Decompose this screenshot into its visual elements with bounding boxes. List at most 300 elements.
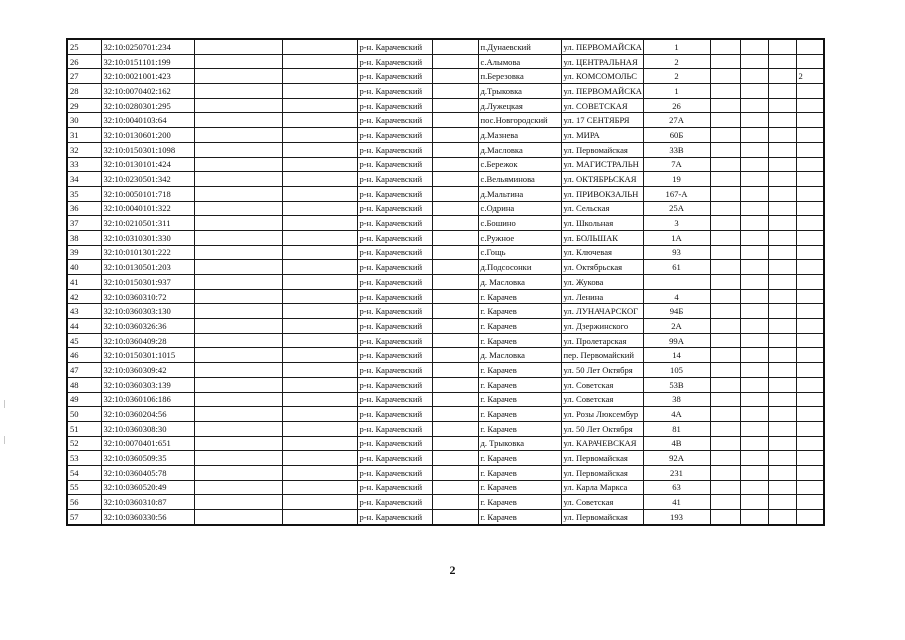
blank-cell xyxy=(710,230,740,245)
settlement-cell: с.Гощь xyxy=(478,245,561,260)
blank-cell xyxy=(710,436,740,451)
blank-cell xyxy=(432,304,478,319)
blank-cell xyxy=(740,392,768,407)
row-number-cell: 49 xyxy=(67,392,101,407)
street-cell: ул. БОЛЬШАК xyxy=(561,230,643,245)
settlement-cell: д.Мазнева xyxy=(478,128,561,143)
cadastral-number-cell: 32:10:0130501:203 xyxy=(101,260,194,275)
table-row xyxy=(67,363,824,378)
row-number-cell: 36 xyxy=(67,201,101,216)
settlement-cell: г. Карачев xyxy=(478,319,561,334)
street-cell: ул. КОМСОМОЛЬС xyxy=(561,69,643,84)
region-cell: р-н. Карачевский xyxy=(357,201,432,216)
extra-value-cell xyxy=(796,260,824,275)
table-row xyxy=(67,157,824,172)
street-cell: ул. Жукова xyxy=(561,275,643,290)
region-cell: р-н. Карачевский xyxy=(357,128,432,143)
house-number-cell: 33В xyxy=(643,142,710,157)
blank-cell xyxy=(194,333,282,348)
blank-cell xyxy=(282,363,357,378)
house-number-cell: 167-А xyxy=(643,186,710,201)
table-row xyxy=(67,230,824,245)
blank-cell xyxy=(710,216,740,231)
blank-cell xyxy=(710,363,740,378)
cadastral-number-cell: 32:10:0050101:718 xyxy=(101,186,194,201)
blank-cell xyxy=(432,495,478,510)
cadastral-number-cell: 32:10:0070402:162 xyxy=(101,84,194,99)
table-row xyxy=(67,436,824,451)
settlement-cell: п.Дунаевский xyxy=(478,39,561,54)
settlement-cell: г. Карачев xyxy=(478,363,561,378)
extra-value-cell xyxy=(796,495,824,510)
street-cell: ул. Советская xyxy=(561,392,643,407)
blank-cell xyxy=(768,245,796,260)
street-cell: ул. Школьная xyxy=(561,216,643,231)
blank-cell xyxy=(432,451,478,466)
street-cell: ул. ПЕРВОМАЙСКА xyxy=(561,84,643,99)
blank-cell xyxy=(282,216,357,231)
table-row xyxy=(67,495,824,510)
blank-cell xyxy=(768,128,796,143)
extra-value-cell xyxy=(796,275,824,290)
blank-cell xyxy=(768,451,796,466)
blank-cell xyxy=(194,275,282,290)
extra-value-cell xyxy=(796,348,824,363)
house-number-cell: 231 xyxy=(643,465,710,480)
table-row xyxy=(67,260,824,275)
blank-cell xyxy=(710,495,740,510)
row-number-cell: 54 xyxy=(67,465,101,480)
blank-cell xyxy=(710,98,740,113)
house-number-cell: 26 xyxy=(643,98,710,113)
blank-cell xyxy=(740,465,768,480)
extra-value-cell: 2 xyxy=(796,69,824,84)
blank-cell xyxy=(282,333,357,348)
blank-cell xyxy=(282,157,357,172)
blank-cell xyxy=(740,275,768,290)
blank-cell xyxy=(710,142,740,157)
blank-cell xyxy=(282,480,357,495)
street-cell: ул. Ленина xyxy=(561,289,643,304)
blank-cell xyxy=(282,230,357,245)
house-number-cell: 38 xyxy=(643,392,710,407)
cadastral-number-cell: 32:10:0360106:186 xyxy=(101,392,194,407)
house-number-cell: 27А xyxy=(643,113,710,128)
extra-value-cell xyxy=(796,54,824,69)
region-cell: р-н. Карачевский xyxy=(357,319,432,334)
extra-value-cell xyxy=(796,39,824,54)
blank-cell xyxy=(740,495,768,510)
row-number-cell: 40 xyxy=(67,260,101,275)
blank-cell xyxy=(194,451,282,466)
blank-cell xyxy=(740,407,768,422)
house-number-cell: 25А xyxy=(643,201,710,216)
blank-cell xyxy=(768,510,796,525)
blank-cell xyxy=(740,216,768,231)
blank-cell xyxy=(432,98,478,113)
extra-value-cell xyxy=(796,216,824,231)
scan-artifact xyxy=(4,400,5,408)
table-row xyxy=(67,304,824,319)
blank-cell xyxy=(194,407,282,422)
settlement-cell: г. Карачев xyxy=(478,289,561,304)
extra-value-cell xyxy=(796,510,824,525)
blank-cell xyxy=(282,84,357,99)
blank-cell xyxy=(740,157,768,172)
blank-cell xyxy=(432,465,478,480)
street-cell: ул. Розы Люксембур xyxy=(561,407,643,422)
blank-cell xyxy=(432,319,478,334)
blank-cell xyxy=(432,333,478,348)
extra-value-cell xyxy=(796,128,824,143)
blank-cell xyxy=(432,230,478,245)
cadastral-number-cell: 32:10:0040101:322 xyxy=(101,201,194,216)
region-cell: р-н. Карачевский xyxy=(357,69,432,84)
blank-cell xyxy=(768,142,796,157)
blank-cell xyxy=(194,39,282,54)
row-number-cell: 41 xyxy=(67,275,101,290)
settlement-cell: г. Карачев xyxy=(478,465,561,480)
blank-cell xyxy=(768,421,796,436)
region-cell: р-н. Карачевский xyxy=(357,245,432,260)
cadastral-number-cell: 32:10:0210501:311 xyxy=(101,216,194,231)
blank-cell xyxy=(768,333,796,348)
cadastral-number-cell: 32:10:0360310:72 xyxy=(101,289,194,304)
blank-cell xyxy=(432,54,478,69)
region-cell: р-н. Карачевский xyxy=(357,465,432,480)
blank-cell xyxy=(710,304,740,319)
extra-value-cell xyxy=(796,113,824,128)
settlement-cell: с.Бережок xyxy=(478,157,561,172)
blank-cell xyxy=(194,245,282,260)
street-cell: ул. Пролетарская xyxy=(561,333,643,348)
row-number-cell: 48 xyxy=(67,377,101,392)
blank-cell xyxy=(432,260,478,275)
settlement-cell: п.Березовка xyxy=(478,69,561,84)
house-number-cell: 1А xyxy=(643,230,710,245)
cadastral-number-cell: 32:10:0360303:139 xyxy=(101,377,194,392)
blank-cell xyxy=(740,319,768,334)
blank-cell xyxy=(740,230,768,245)
blank-cell xyxy=(432,407,478,422)
blank-cell xyxy=(768,186,796,201)
blank-cell xyxy=(282,113,357,128)
house-number-cell: 105 xyxy=(643,363,710,378)
house-number-cell: 2А xyxy=(643,319,710,334)
blank-cell xyxy=(282,39,357,54)
cadastral-number-cell: 32:10:0130601:200 xyxy=(101,128,194,143)
row-number-cell: 29 xyxy=(67,98,101,113)
blank-cell xyxy=(432,275,478,290)
house-number-cell: 4В xyxy=(643,436,710,451)
extra-value-cell xyxy=(796,392,824,407)
blank-cell xyxy=(768,348,796,363)
blank-cell xyxy=(282,98,357,113)
house-number-cell: 2 xyxy=(643,69,710,84)
table-row xyxy=(67,186,824,201)
street-cell: ул. Советская xyxy=(561,495,643,510)
blank-cell xyxy=(740,245,768,260)
table-row xyxy=(67,392,824,407)
extra-value-cell xyxy=(796,84,824,99)
blank-cell xyxy=(282,465,357,480)
region-cell: р-н. Карачевский xyxy=(357,275,432,290)
house-number-cell: 193 xyxy=(643,510,710,525)
row-number-cell: 25 xyxy=(67,39,101,54)
extra-value-cell xyxy=(796,407,824,422)
street-cell: ул. Советская xyxy=(561,377,643,392)
blank-cell xyxy=(194,54,282,69)
blank-cell xyxy=(194,392,282,407)
cadastral-number-cell: 32:10:0040103:64 xyxy=(101,113,194,128)
street-cell: ул. МАГИСТРАЛЬН xyxy=(561,157,643,172)
blank-cell xyxy=(710,84,740,99)
blank-cell xyxy=(768,69,796,84)
blank-cell xyxy=(768,392,796,407)
street-cell: ул. ЦЕНТРАЛЬНАЯ xyxy=(561,54,643,69)
region-cell: р-н. Карачевский xyxy=(357,54,432,69)
blank-cell xyxy=(194,172,282,187)
cadastral-number-cell: 32:10:0360303:130 xyxy=(101,304,194,319)
row-number-cell: 38 xyxy=(67,230,101,245)
blank-cell xyxy=(282,319,357,334)
extra-value-cell xyxy=(796,480,824,495)
blank-cell xyxy=(194,98,282,113)
house-number-cell: 93 xyxy=(643,245,710,260)
house-number-cell xyxy=(643,275,710,290)
blank-cell xyxy=(282,451,357,466)
blank-cell xyxy=(740,39,768,54)
table-row xyxy=(67,216,824,231)
blank-cell xyxy=(282,392,357,407)
street-cell: ул. Первомайская xyxy=(561,465,643,480)
table-row xyxy=(67,421,824,436)
settlement-cell: г. Карачев xyxy=(478,510,561,525)
region-cell: р-н. Карачевский xyxy=(357,392,432,407)
region-cell: р-н. Карачевский xyxy=(357,230,432,245)
row-number-cell: 47 xyxy=(67,363,101,378)
region-cell: р-н. Карачевский xyxy=(357,480,432,495)
row-number-cell: 55 xyxy=(67,480,101,495)
row-number-cell: 26 xyxy=(67,54,101,69)
row-number-cell: 45 xyxy=(67,333,101,348)
blank-cell xyxy=(194,84,282,99)
blank-cell xyxy=(740,289,768,304)
blank-cell xyxy=(710,201,740,216)
cadastral-number-cell: 32:10:0360310:87 xyxy=(101,495,194,510)
table-row xyxy=(67,172,824,187)
row-number-cell: 56 xyxy=(67,495,101,510)
street-cell: ул. Первомайская xyxy=(561,510,643,525)
extra-value-cell xyxy=(796,377,824,392)
blank-cell xyxy=(768,201,796,216)
cadastral-number-cell: 32:10:0101301:222 xyxy=(101,245,194,260)
blank-cell xyxy=(432,480,478,495)
settlement-cell: с.Вельяминова xyxy=(478,172,561,187)
street-cell: ул. Карла Маркса xyxy=(561,480,643,495)
blank-cell xyxy=(282,421,357,436)
blank-cell xyxy=(768,98,796,113)
cadastral-number-cell: 32:10:0230501:342 xyxy=(101,172,194,187)
extra-value-cell xyxy=(796,451,824,466)
blank-cell xyxy=(710,480,740,495)
blank-cell xyxy=(768,289,796,304)
region-cell: р-н. Карачевский xyxy=(357,333,432,348)
blank-cell xyxy=(282,289,357,304)
region-cell: р-н. Карачевский xyxy=(357,510,432,525)
blank-cell xyxy=(768,157,796,172)
blank-cell xyxy=(740,142,768,157)
region-cell: р-н. Карачевский xyxy=(357,304,432,319)
blank-cell xyxy=(282,186,357,201)
cadastral-number-cell: 32:10:0360405:78 xyxy=(101,465,194,480)
blank-cell xyxy=(282,304,357,319)
extra-value-cell xyxy=(796,363,824,378)
blank-cell xyxy=(432,69,478,84)
settlement-cell: д. Масловка xyxy=(478,275,561,290)
settlement-cell: д. Масловка xyxy=(478,348,561,363)
table-row xyxy=(67,319,824,334)
region-cell: р-н. Карачевский xyxy=(357,84,432,99)
blank-cell xyxy=(740,113,768,128)
extra-value-cell xyxy=(796,333,824,348)
cadastral-number-cell: 32:10:0070401:651 xyxy=(101,436,194,451)
extra-value-cell xyxy=(796,98,824,113)
row-number-cell: 44 xyxy=(67,319,101,334)
street-cell: ул. СОВЕТСКАЯ xyxy=(561,98,643,113)
house-number-cell: 92А xyxy=(643,451,710,466)
cadastral-number-cell: 32:10:0021001:423 xyxy=(101,69,194,84)
settlement-cell: г. Карачев xyxy=(478,407,561,422)
blank-cell xyxy=(432,39,478,54)
blank-cell xyxy=(194,319,282,334)
blank-cell xyxy=(432,216,478,231)
row-number-cell: 27 xyxy=(67,69,101,84)
blank-cell xyxy=(282,407,357,422)
extra-value-cell xyxy=(796,172,824,187)
blank-cell xyxy=(432,142,478,157)
table-row xyxy=(67,142,824,157)
row-number-cell: 42 xyxy=(67,289,101,304)
row-number-cell: 57 xyxy=(67,510,101,525)
settlement-cell: г. Карачев xyxy=(478,451,561,466)
blank-cell xyxy=(768,113,796,128)
blank-cell xyxy=(194,289,282,304)
region-cell: р-н. Карачевский xyxy=(357,142,432,157)
blank-cell xyxy=(432,172,478,187)
cadastral-number-cell: 32:10:0250701:234 xyxy=(101,39,194,54)
blank-cell xyxy=(432,128,478,143)
blank-cell xyxy=(194,113,282,128)
street-cell: ул. Сельская xyxy=(561,201,643,216)
blank-cell xyxy=(740,54,768,69)
settlement-cell: с.Алымова xyxy=(478,54,561,69)
cadastral-number-cell: 32:10:0310301:330 xyxy=(101,230,194,245)
row-number-cell: 34 xyxy=(67,172,101,187)
blank-cell xyxy=(282,172,357,187)
settlement-cell: д.Масловка xyxy=(478,142,561,157)
house-number-cell: 14 xyxy=(643,348,710,363)
blank-cell xyxy=(740,304,768,319)
house-number-cell: 4А xyxy=(643,407,710,422)
blank-cell xyxy=(282,348,357,363)
blank-cell xyxy=(768,363,796,378)
cadastral-number-cell: 32:10:0360326:36 xyxy=(101,319,194,334)
table-row xyxy=(67,84,824,99)
blank-cell xyxy=(282,142,357,157)
blank-cell xyxy=(194,186,282,201)
row-number-cell: 31 xyxy=(67,128,101,143)
blank-cell xyxy=(710,260,740,275)
blank-cell xyxy=(768,39,796,54)
blank-cell xyxy=(194,377,282,392)
region-cell: р-н. Карачевский xyxy=(357,495,432,510)
region-cell: р-н. Карачевский xyxy=(357,216,432,231)
blank-cell xyxy=(740,421,768,436)
blank-cell xyxy=(710,421,740,436)
blank-cell xyxy=(282,260,357,275)
extra-value-cell xyxy=(796,289,824,304)
street-cell: ул. 50 Лет Октября xyxy=(561,421,643,436)
extra-value-cell xyxy=(796,142,824,157)
blank-cell xyxy=(740,201,768,216)
blank-cell xyxy=(740,451,768,466)
extra-value-cell xyxy=(796,245,824,260)
blank-cell xyxy=(768,275,796,290)
blank-cell xyxy=(194,465,282,480)
blank-cell xyxy=(740,510,768,525)
blank-cell xyxy=(710,510,740,525)
blank-cell xyxy=(768,304,796,319)
blank-cell xyxy=(710,245,740,260)
blank-cell xyxy=(740,172,768,187)
scan-artifact xyxy=(4,436,5,444)
settlement-cell: с.Одрина xyxy=(478,201,561,216)
blank-cell xyxy=(710,54,740,69)
settlement-cell: г. Карачев xyxy=(478,333,561,348)
blank-cell xyxy=(768,495,796,510)
row-number-cell: 32 xyxy=(67,142,101,157)
street-cell: ул. ОКТЯБРЬСКАЯ xyxy=(561,172,643,187)
blank-cell xyxy=(194,216,282,231)
table-row xyxy=(67,377,824,392)
blank-cell xyxy=(768,54,796,69)
blank-cell xyxy=(740,186,768,201)
table-row xyxy=(67,39,824,54)
blank-cell xyxy=(768,172,796,187)
street-cell: ул. ПРИВОКЗАЛЬН xyxy=(561,186,643,201)
settlement-cell: д.Лужецкая xyxy=(478,98,561,113)
blank-cell xyxy=(768,230,796,245)
blank-cell xyxy=(740,436,768,451)
blank-cell xyxy=(740,128,768,143)
row-number-cell: 53 xyxy=(67,451,101,466)
blank-cell xyxy=(768,377,796,392)
blank-cell xyxy=(768,260,796,275)
settlement-cell: г. Карачев xyxy=(478,480,561,495)
cadastral-number-cell: 32:10:0150301:1015 xyxy=(101,348,194,363)
blank-cell xyxy=(194,304,282,319)
blank-cell xyxy=(710,39,740,54)
row-number-cell: 50 xyxy=(67,407,101,422)
extra-value-cell xyxy=(796,157,824,172)
house-number-cell: 7А xyxy=(643,157,710,172)
blank-cell xyxy=(432,436,478,451)
settlement-cell: д. Трыковка xyxy=(478,436,561,451)
blank-cell xyxy=(768,436,796,451)
table-body xyxy=(67,39,824,525)
blank-cell xyxy=(432,348,478,363)
